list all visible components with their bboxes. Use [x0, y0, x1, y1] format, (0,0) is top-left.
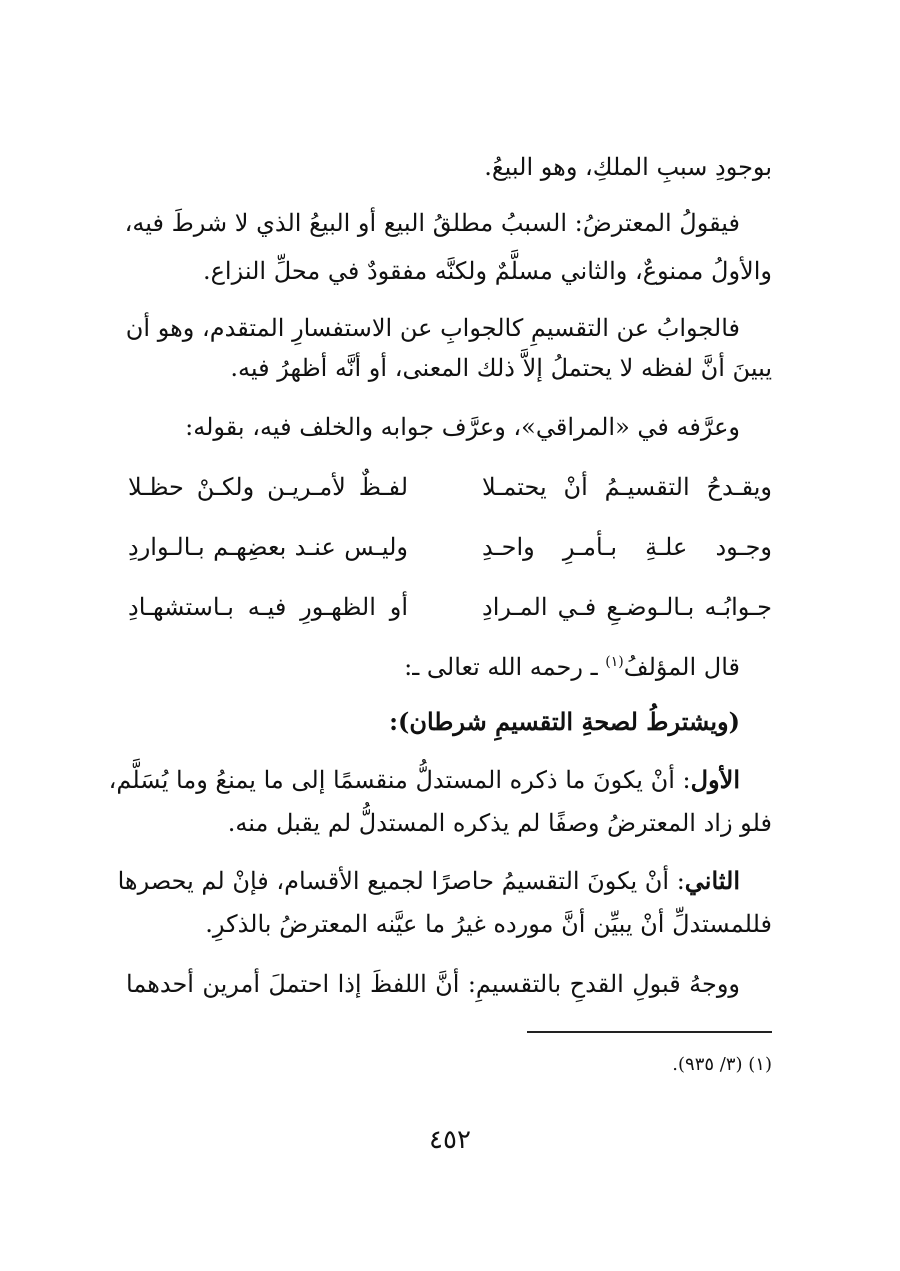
condition-2-text: : أنْ يكونَ التقسيمُ حاصرًا لجميع الأقسام، فإنْ لم يحصرها: [117, 867, 685, 895]
text-line: فالجوابُ عن التقسيمِ كالجوابِ عن الاستفسارِ المتقدم، وهو أن: [125, 314, 740, 342]
condition-2-head: الثاني: [684, 866, 740, 895]
verse-right-hemistich: وجـود علـةِ بـأمـرِ واحـدِ: [482, 533, 772, 561]
author-suffix: ـ رحمه الله تعالى ـ:: [404, 653, 606, 681]
footnote-separator: [527, 1031, 772, 1033]
matn-heading: (ويشترطُ لصحةِ التقسيمِ شرطان):: [389, 707, 740, 736]
page-number: ٤٥٢: [429, 1125, 471, 1155]
verse-right-hemistich: جـوابُـه بـالـوضـعِ فـي المـرادِ: [482, 593, 772, 621]
condition-1-line: [108, 763, 772, 797]
text-line: فللمستدلِّ أنْ يبيِّن أنَّ مورده غيرُ ما عيَّنه المعترضُ بالذكرِ.: [205, 910, 772, 938]
verse-left-hemistich: وليـس عنـد بعضِهـم بـالـواردِ: [128, 533, 408, 561]
author-prefix: قال المؤلفُ: [623, 653, 740, 681]
verse-right-hemistich: ويقـدحُ التقسيـمُ أنْ يحتمـلا: [482, 473, 772, 501]
footnote-ref: (١): [605, 654, 624, 670]
text-line: وعرَّفه في «المراقي»، وعرَّف جوابه والخلف فيه، بقوله:: [185, 413, 740, 441]
text-line: يبينَ أنَّ لفظه لا يحتملُ إلاَّ ذلك المعنى، أو أنَّه أظهرُ فيه.: [230, 354, 772, 382]
author-intro: [126, 645, 772, 684]
text-line: فيقولُ المعترضُ: السببُ مطلقُ البيع أو البيعُ الذي لا شرطَ فيه،: [124, 209, 740, 237]
text-line: بوجودِ سببِ الملكِ، وهو البيعُ.: [484, 153, 772, 181]
condition-1-head: الأول: [690, 765, 740, 794]
footnote: (١) (٣/ ٩٣٥).: [672, 1054, 772, 1075]
text-line: فلو زاد المعترضُ وصفًا لم يذكره المستدلُّ لم يقبل منه.: [227, 809, 772, 837]
condition-2-line: [117, 864, 772, 898]
verse-left-hemistich: أو الظهـورِ فيـه بـاستشهـادِ: [128, 593, 408, 621]
verse-left-hemistich: لفـظٌ لأمـريـن ولكـنْ حظـلا: [128, 473, 408, 501]
condition-1-text: : أنْ يكونَ ما ذكره المستدلُّ منقسمًا إلى ما يمنعُ وما يُسَلَّم،: [108, 766, 691, 794]
text-line: ووجهُ قبولِ القدحِ بالتقسيمِ: أنَّ اللفظَ إذا احتملَ أمرين أحدهما: [126, 970, 740, 998]
text-line: والأولُ ممنوعٌ، والثاني مسلَّمٌ ولكنَّه مفقودٌ في محلِّ النزاع.: [202, 257, 772, 285]
